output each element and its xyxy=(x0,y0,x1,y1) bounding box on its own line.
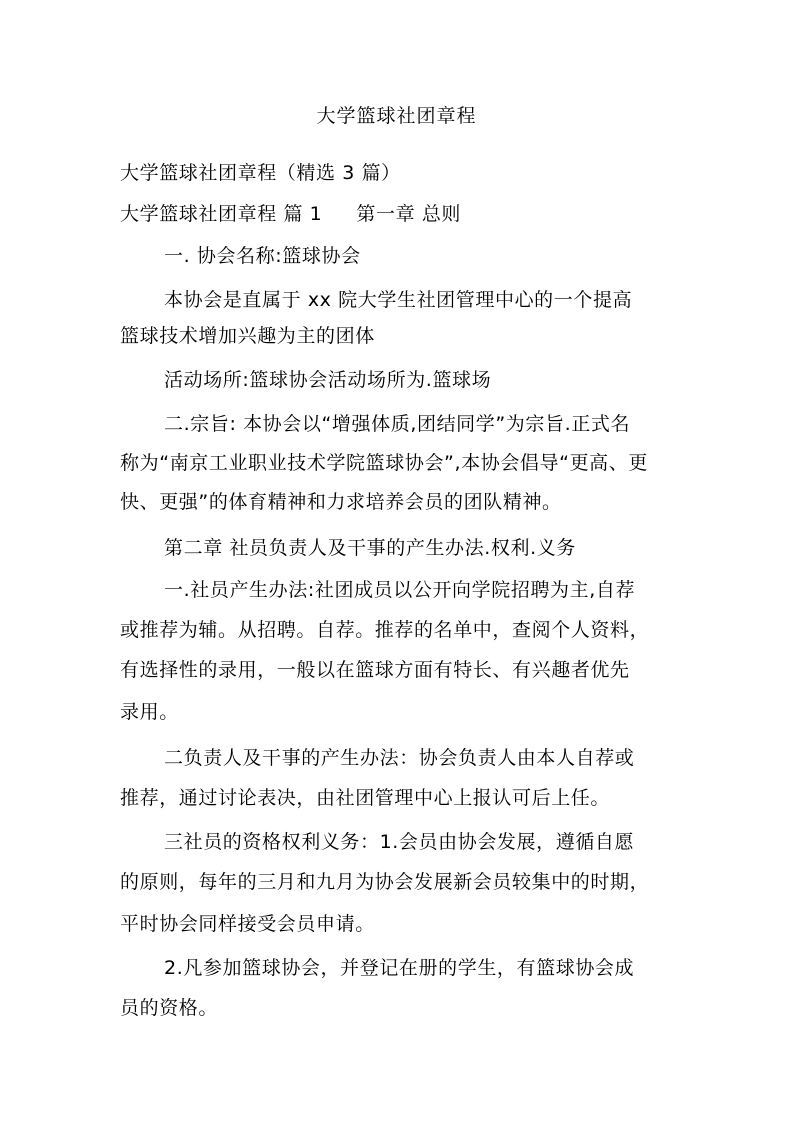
paragraph-line: 二负责人及干事的产生办法：协会负责人由本人自荐或 xyxy=(164,747,635,769)
paragraph-line: 有选择性的录用，一般以在篮球方面有特长、有兴趣者优先 xyxy=(120,659,630,681)
paragraph-line: 活动场所:篮球协会活动场所为.篮球场 xyxy=(164,369,492,391)
chapter-heading: 第一章 总则 xyxy=(356,203,462,225)
paragraph-line: 快、更强”的体育精神和力求培养会员的团队精神。 xyxy=(120,491,562,513)
section-line xyxy=(120,202,461,226)
paragraph-line: 一.社员产生办法:社团成员以公开向学院招聘为主,自荐 xyxy=(164,579,636,601)
paragraph-line: 员的资格。 xyxy=(120,997,219,1019)
paragraph-line: 录用。 xyxy=(120,701,179,723)
paragraph-line: 三社员的资格权利义务：1.会员由协会发展，遵循自愿 xyxy=(164,831,635,853)
paragraph-line: 的原则，每年的三月和九月为协会发展新会员较集中的时期， xyxy=(120,871,650,893)
document-subtitle: 大学篮球社团章程（精选 3 篇） xyxy=(120,162,401,184)
paragraph-line: 本协会是直属于 xx 院大学生社团管理中心的一个提高 xyxy=(164,289,633,311)
paragraph-line: 一. 协会名称:篮球协会 xyxy=(164,245,361,267)
paragraph-line: 篮球技术增加兴趣为主的团体 xyxy=(120,325,375,347)
paragraph-line: 或推荐为辅。从招聘。自荐。推荐的名单中，查阅个人资料， xyxy=(120,619,650,641)
paragraph-line: 2.凡参加篮球协会，并登记在册的学生，有篮球协会成 xyxy=(164,957,635,979)
paragraph-line: 推荐，通过讨论表决，由社团管理中心上报认可后上任。 xyxy=(120,787,611,809)
paragraph-line: 称为“南京工业职业技术学院篮球协会”,本协会倡导“更高、更 xyxy=(120,452,648,474)
paragraph-line: 平时协会同样接受会员申请。 xyxy=(120,913,375,935)
document-title: 大学篮球社团章程 xyxy=(316,105,477,127)
part-label: 大学篮球社团章程 篇 1 xyxy=(120,203,323,225)
paragraph-line: 二.宗旨: 本协会以“增强体质,团结同学”为宗旨.正式名 xyxy=(164,413,631,435)
chapter-heading: 第二章 社员负责人及干事的产生办法.权利.义务 xyxy=(164,537,576,559)
